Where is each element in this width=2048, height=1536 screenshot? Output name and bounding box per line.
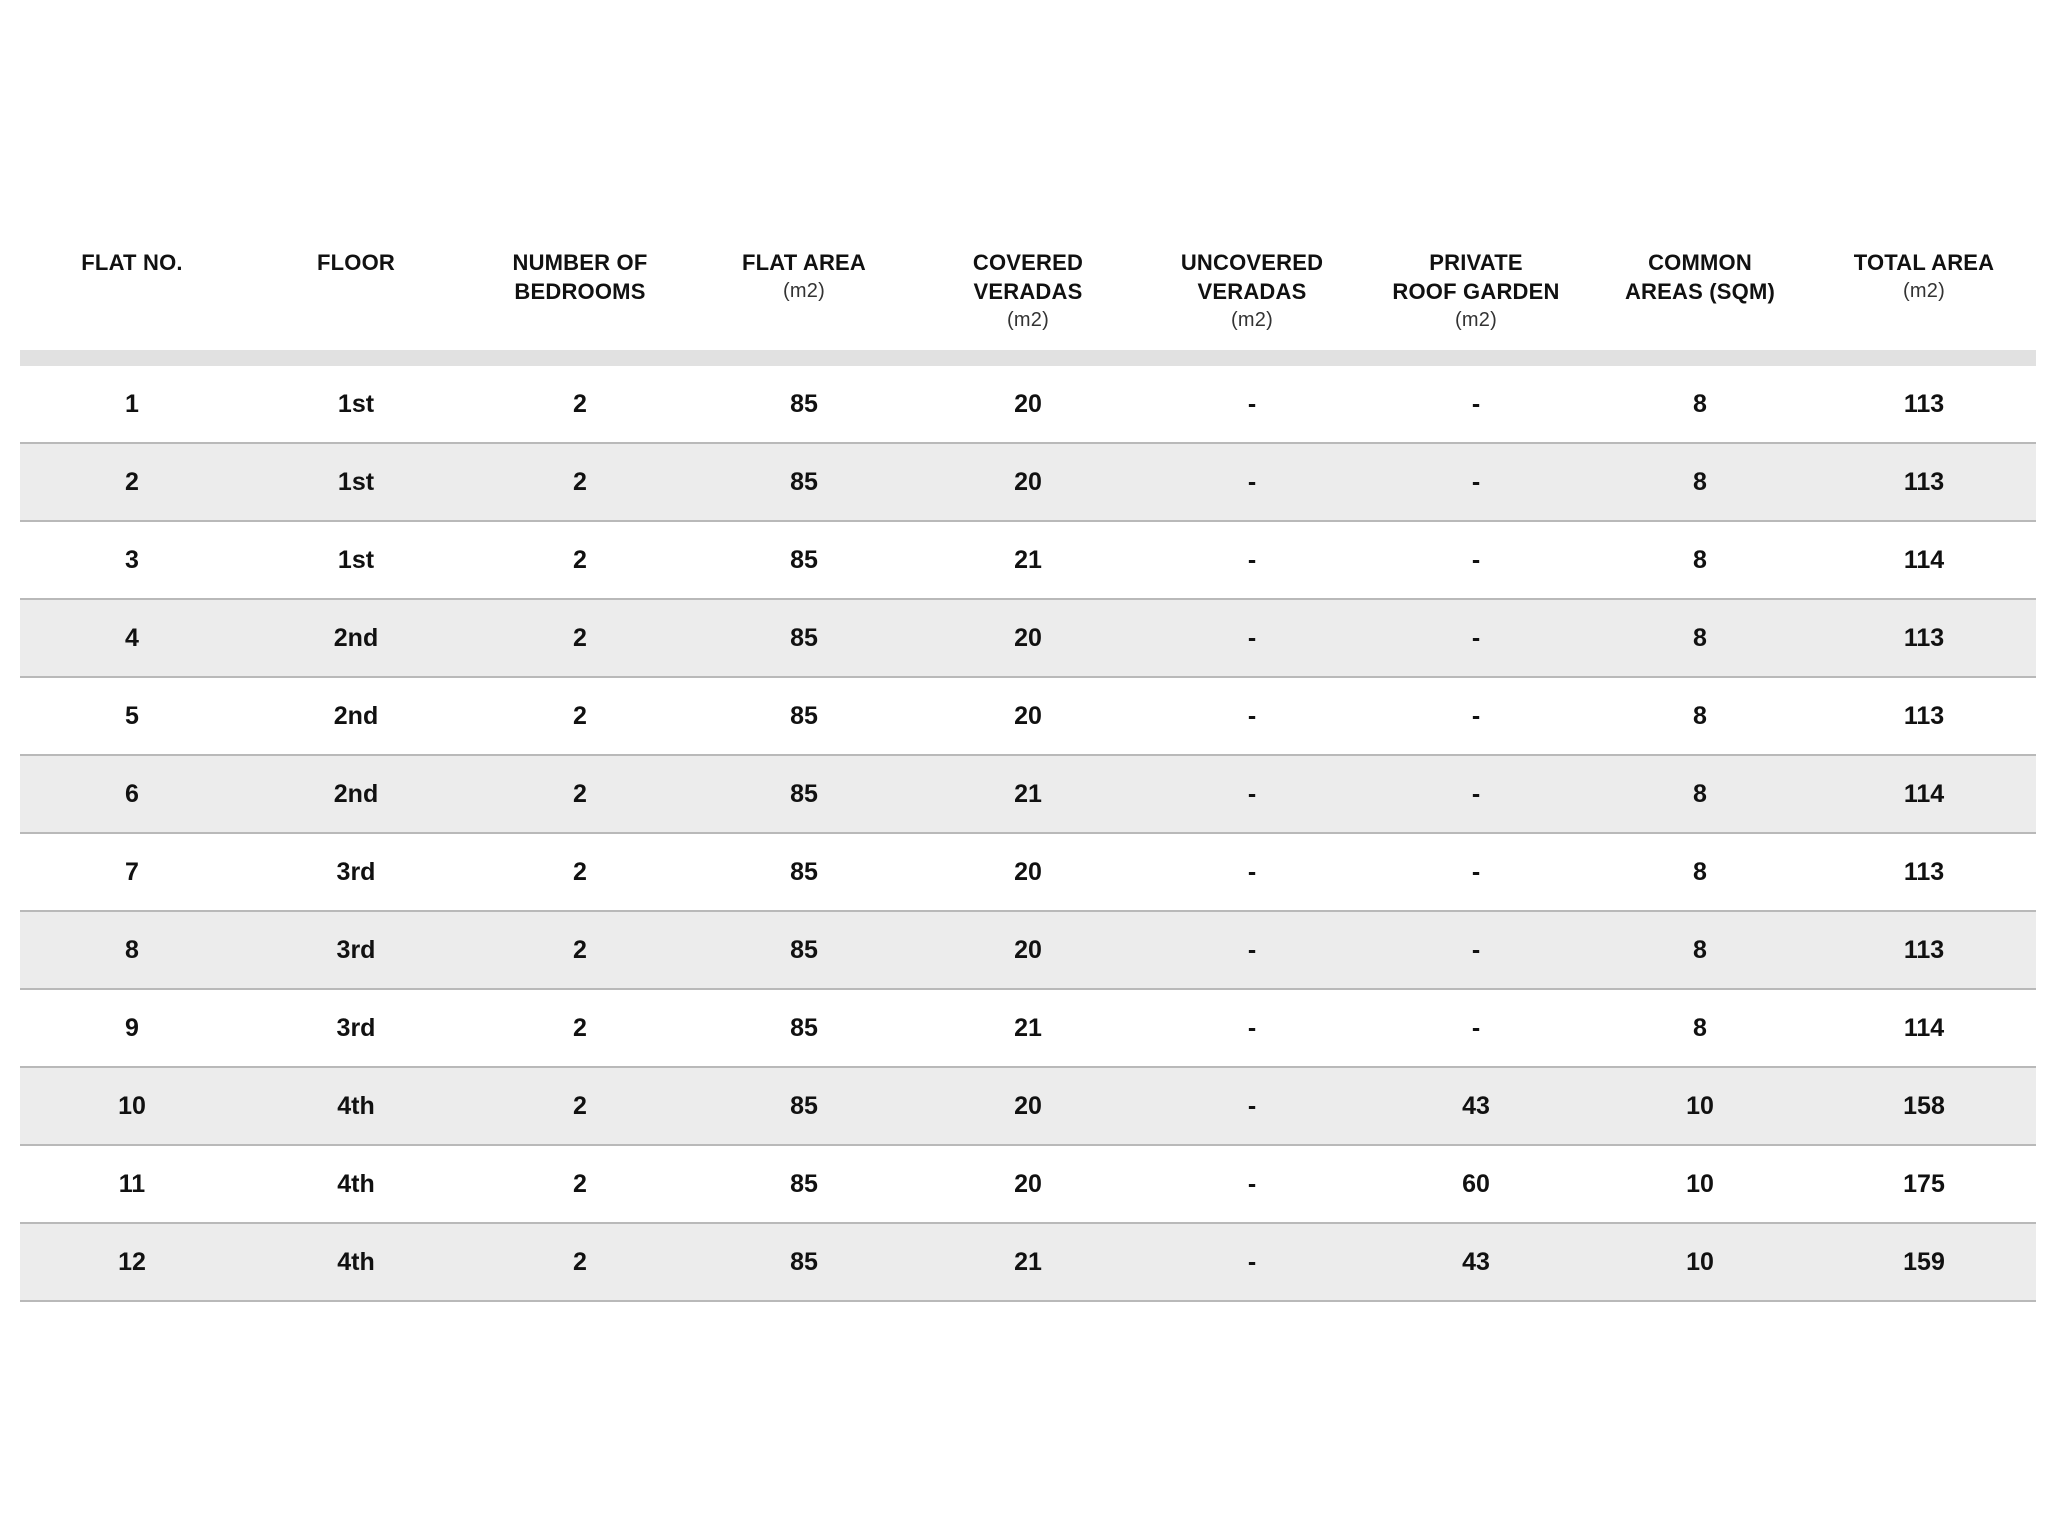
header-row — [20, 238, 2036, 350]
table-cell: 2 — [468, 1067, 692, 1145]
table-cell: - — [1364, 911, 1588, 989]
column-header-label: FLAT NO. — [81, 250, 183, 275]
table-cell: - — [1364, 677, 1588, 755]
table-cell: 158 — [1812, 1067, 2036, 1145]
table-cell: 20 — [916, 1067, 1140, 1145]
header-bar — [20, 350, 2036, 366]
table-cell: - — [1364, 521, 1588, 599]
column-header-label: UNCOVERED — [1180, 250, 1324, 275]
table-cell: 10 — [1588, 1223, 1812, 1301]
table-cell: - — [1140, 677, 1364, 755]
table-cell: 43 — [1364, 1067, 1588, 1145]
column-header-label: BEDROOMS — [514, 279, 646, 304]
table-row — [20, 1145, 2036, 1223]
table-cell: 9 — [20, 989, 244, 1067]
column-header — [692, 238, 916, 350]
table-cell: 20 — [916, 366, 1140, 443]
table-cell: 8 — [1588, 677, 1812, 755]
table-cell: 4th — [244, 1067, 468, 1145]
table-cell: 113 — [1812, 677, 2036, 755]
table-row — [20, 1067, 2036, 1145]
table-cell: - — [1364, 366, 1588, 443]
table-cell: 3rd — [244, 911, 468, 989]
table-cell: 2nd — [244, 677, 468, 755]
flats-table — [20, 238, 2036, 1302]
table-cell: 2nd — [244, 755, 468, 833]
table-cell: 3rd — [244, 989, 468, 1067]
table-cell: 20 — [916, 443, 1140, 521]
table-cell: 159 — [1812, 1223, 2036, 1301]
table-cell: - — [1140, 443, 1364, 521]
table-cell: - — [1140, 755, 1364, 833]
table-cell: - — [1140, 1067, 1364, 1145]
table-cell: - — [1140, 989, 1364, 1067]
column-header — [1140, 238, 1364, 350]
table-cell: - — [1140, 833, 1364, 911]
table-cell: 8 — [1588, 911, 1812, 989]
table-cell: - — [1140, 521, 1364, 599]
table-cell: 85 — [692, 1145, 916, 1223]
table-cell: 175 — [1812, 1145, 2036, 1223]
column-header-label: FLAT AREA — [741, 250, 866, 275]
table-row — [20, 989, 2036, 1067]
table-cell: 3 — [20, 521, 244, 599]
column-header-label: PRIVATE — [1429, 250, 1523, 275]
table-cell: 2 — [468, 599, 692, 677]
table-cell: 113 — [1812, 366, 2036, 443]
table-cell: 1st — [244, 443, 468, 521]
table-cell: 4th — [244, 1145, 468, 1223]
table-row — [20, 443, 2036, 521]
table-cell: 2 — [468, 366, 692, 443]
table-cell: 21 — [916, 521, 1140, 599]
table-cell: 8 — [1588, 989, 1812, 1067]
table-cell: 6 — [20, 755, 244, 833]
table-cell: 85 — [692, 755, 916, 833]
table-cell: 2 — [468, 833, 692, 911]
table-cell: 1st — [244, 521, 468, 599]
table-cell: 3rd — [244, 833, 468, 911]
table-cell: 85 — [692, 443, 916, 521]
column-header-unit: (m2) — [1903, 280, 1945, 302]
table-row — [20, 521, 2036, 599]
column-header — [468, 238, 692, 350]
table-cell: 85 — [692, 521, 916, 599]
header-divider — [20, 350, 2036, 366]
table-header — [20, 238, 2036, 366]
table-cell: 85 — [692, 599, 916, 677]
table-cell: - — [1140, 1145, 1364, 1223]
table-cell: 2 — [468, 677, 692, 755]
table-cell: 114 — [1812, 521, 2036, 599]
table-cell: 85 — [692, 366, 916, 443]
table-cell: - — [1140, 1223, 1364, 1301]
table-cell: 2 — [468, 521, 692, 599]
table-cell: 2 — [468, 755, 692, 833]
column-header-label: AREAS (SQM) — [1624, 279, 1776, 304]
table-cell: 4 — [20, 599, 244, 677]
table-cell: - — [1364, 443, 1588, 521]
table-cell: 8 — [1588, 443, 1812, 521]
table-cell: 85 — [692, 1223, 916, 1301]
table-cell: 8 — [1588, 833, 1812, 911]
table-cell: 21 — [916, 989, 1140, 1067]
column-header — [916, 238, 1140, 350]
column-header-label: VERADAS — [973, 279, 1083, 304]
table-cell: 2 — [468, 911, 692, 989]
table-cell: 2nd — [244, 599, 468, 677]
table-row — [20, 599, 2036, 677]
column-header-unit: (m2) — [1455, 309, 1497, 331]
table-cell: 10 — [20, 1067, 244, 1145]
table-cell: 10 — [1588, 1067, 1812, 1145]
column-header-label: FLOOR — [317, 250, 395, 275]
table-cell: - — [1140, 911, 1364, 989]
table-row — [20, 366, 2036, 443]
table-cell: - — [1364, 833, 1588, 911]
table-cell: - — [1364, 599, 1588, 677]
table-cell: 8 — [1588, 366, 1812, 443]
column-header — [244, 238, 468, 350]
table-cell: - — [1364, 755, 1588, 833]
table-cell: 4th — [244, 1223, 468, 1301]
table-cell: - — [1140, 366, 1364, 443]
column-header-unit: (m2) — [1007, 309, 1049, 331]
table-row — [20, 755, 2036, 833]
table-cell: 2 — [468, 443, 692, 521]
column-header-label: NUMBER OF — [512, 250, 648, 275]
table-cell: - — [1140, 599, 1364, 677]
table-cell: 2 — [468, 1145, 692, 1223]
table-cell: 8 — [1588, 755, 1812, 833]
table-cell: 85 — [692, 911, 916, 989]
table-cell: 85 — [692, 677, 916, 755]
column-header-label: TOTAL AREA — [1853, 250, 1995, 275]
table-body — [20, 366, 2036, 1301]
column-header-label: COVERED — [972, 250, 1084, 275]
table-cell: 12 — [20, 1223, 244, 1301]
table-row — [20, 1223, 2036, 1301]
table-cell: 113 — [1812, 443, 2036, 521]
table-cell: 2 — [468, 1223, 692, 1301]
table-cell: 20 — [916, 677, 1140, 755]
table-cell: 20 — [916, 833, 1140, 911]
table-cell: 60 — [1364, 1145, 1588, 1223]
table-cell: 5 — [20, 677, 244, 755]
table-cell: 2 — [468, 989, 692, 1067]
table-cell: 114 — [1812, 755, 2036, 833]
table-cell: 113 — [1812, 599, 2036, 677]
table-row — [20, 833, 2036, 911]
table-row — [20, 677, 2036, 755]
column-header — [1812, 238, 2036, 350]
table-cell: 21 — [916, 1223, 1140, 1301]
table-cell: 43 — [1364, 1223, 1588, 1301]
table-cell: 10 — [1588, 1145, 1812, 1223]
table-cell: 113 — [1812, 911, 2036, 989]
table-cell: 85 — [692, 989, 916, 1067]
table-cell: 2 — [20, 443, 244, 521]
table-cell: 11 — [20, 1145, 244, 1223]
table-cell: 1st — [244, 366, 468, 443]
column-header — [20, 238, 244, 350]
column-header — [1364, 238, 1588, 350]
table-cell: 20 — [916, 911, 1140, 989]
table-cell: 7 — [20, 833, 244, 911]
table-cell: 20 — [916, 1145, 1140, 1223]
column-header-label: ROOF GARDEN — [1392, 279, 1560, 304]
column-header-label: COMMON — [1648, 250, 1752, 275]
column-header-unit: (m2) — [1231, 309, 1273, 331]
table-cell: 8 — [1588, 599, 1812, 677]
table-cell: 8 — [1588, 521, 1812, 599]
column-header-label: VERADAS — [1197, 279, 1307, 304]
table-cell: 114 — [1812, 989, 2036, 1067]
table-cell: 20 — [916, 599, 1140, 677]
table-cell: 85 — [692, 833, 916, 911]
column-header-unit: (m2) — [783, 280, 825, 302]
table-cell: 1 — [20, 366, 244, 443]
table-cell: 21 — [916, 755, 1140, 833]
table-cell: - — [1364, 989, 1588, 1067]
column-header — [1588, 238, 1812, 350]
table-cell: 113 — [1812, 833, 2036, 911]
table-cell: 85 — [692, 1067, 916, 1145]
table-row — [20, 911, 2036, 989]
table-cell: 8 — [20, 911, 244, 989]
